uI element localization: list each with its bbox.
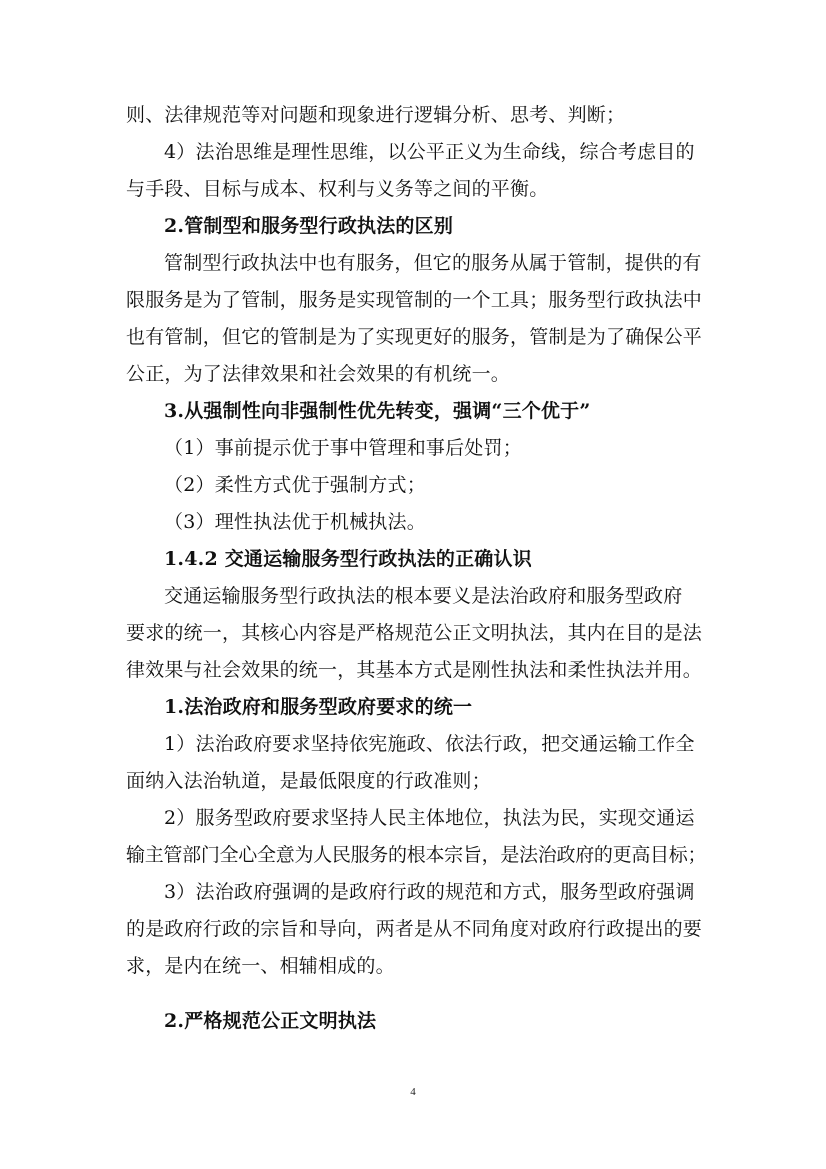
text-line: 1）法治政府要求坚持依宪施政、依法行政，把交通运输工作全 bbox=[164, 733, 695, 755]
text-line: 与手段、目标与成本、权利与义务等之间的平衡。 bbox=[126, 178, 549, 200]
list-item: （1）事前提示优于事中管理和事后处罚； bbox=[164, 437, 522, 459]
text-line: 交通运输服务型行政执法的根本要义是法治政府和服务型政府 bbox=[164, 585, 683, 607]
text-line: 要求的统一，其核心内容是严格规范公正文明执法，其内在目的是法 bbox=[126, 622, 703, 644]
text-line: 限服务是为了管制，服务是实现管制的一个工具；服务型行政执法中 bbox=[126, 289, 703, 311]
text-line: 公正，为了法律效果和社会效果的有机统一。 bbox=[126, 363, 511, 385]
text-line: 管制型行政执法中也有服务，但它的服务从属于管制，提供的有 bbox=[164, 252, 702, 274]
section-heading: 1.法治政府和服务型政府要求的统一 bbox=[164, 696, 473, 718]
text-line: 也有管制，但它的管制是为了实现更好的服务，管制是为了确保公平 bbox=[126, 326, 703, 348]
text-line: 面纳入法治轨道，是最低限度的行政准则； bbox=[126, 770, 491, 792]
text-line: 输主管部门全心全意为人民服务的根本宗旨，是法治政府的更高目标； bbox=[126, 844, 707, 866]
text-line: 2）服务型政府要求坚持人民主体地位，执法为民，实现交通运 bbox=[164, 807, 695, 829]
section-heading: 1.4.2 交通运输服务型行政执法的正确认识 bbox=[164, 548, 532, 570]
text-line: 则、法律规范等对问题和现象进行逻辑分析、思考、判断； bbox=[126, 104, 626, 126]
text-line: 律效果与社会效果的统一，其基本方式是刚性执法和柔性执法并用。 bbox=[126, 659, 703, 681]
page-number: 4 bbox=[410, 1086, 416, 1098]
section-heading: 3.从强制性向非强制性优先转变，强调“三个优于” bbox=[164, 400, 591, 422]
list-item: （2）柔性方式优于强制方式； bbox=[164, 474, 426, 496]
section-heading: 2.管制型和服务型行政执法的区别 bbox=[164, 215, 454, 237]
text-line: 3）法治政府强调的是政府行政的规范和方式，服务型政府强调 bbox=[164, 881, 695, 903]
text-line: 4）法治思维是理性思维，以公平正义为生命线，综合考虑目的 bbox=[164, 141, 695, 163]
section-heading: 2.严格规范公正文明执法 bbox=[164, 1010, 377, 1032]
text-line: 的是政府行政的宗旨和导向，两者是从不同角度对政府行政提出的要 bbox=[126, 918, 703, 940]
text-line: 求，是内在统一、相辅相成的。 bbox=[126, 955, 395, 977]
list-item: （3）理性执法优于机械执法。 bbox=[164, 511, 426, 533]
